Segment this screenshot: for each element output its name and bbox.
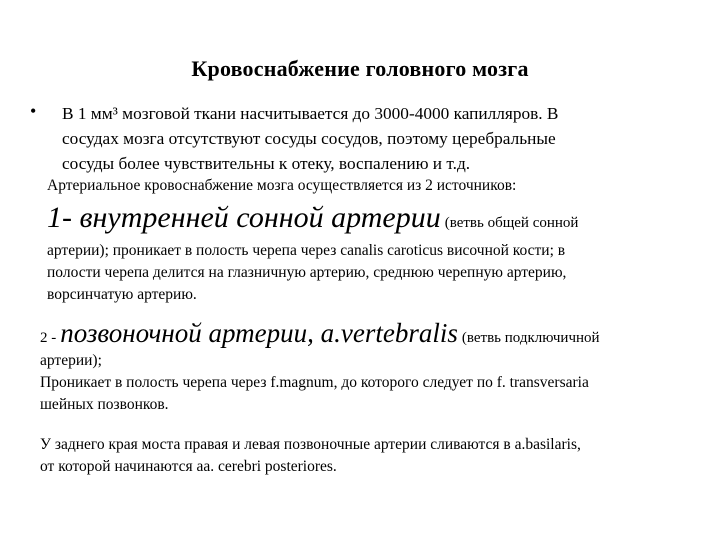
source2-note: (ветвь подключичной <box>461 330 600 346</box>
sources-intro: Артериальное кровоснабжение мозга осуществляется из 2 источников: <box>47 177 517 194</box>
source2-number: 2 - <box>40 330 57 346</box>
source1-line: артерии); проникает в полость черепа через canalis caroticus височной кости; в <box>47 242 566 259</box>
source2-heading: позвоночной артерии, a.vertebralis <box>60 318 458 348</box>
source1-heading: 1- внутренней сонной артерии <box>47 201 441 234</box>
source1-line: полости черепа делится на глазничную артерию, среднюю черепную артерию, <box>47 264 567 281</box>
source2-line: шейных позвонков. <box>40 396 169 413</box>
source2-line: артерии); <box>40 352 102 369</box>
source1-line: ворсинчатую артерию. <box>47 286 197 303</box>
bullet-line: сосудах мозга отсутствуют сосуды сосудов, поэтому церебральные <box>62 129 556 148</box>
page-title: Кровоснабжение головного мозга <box>191 56 529 81</box>
bullet-marker: • <box>30 101 37 121</box>
bullet-line: В 1 мм³ мозговой ткани насчитывается до 3000-4000 капилляров. В <box>62 104 559 123</box>
source2-heading-row <box>40 318 600 349</box>
basilar-line: от которой начинаются aa. cerebri posteriores. <box>40 458 337 475</box>
bullet-line: сосуды более чувствительны к отеку, воспалению и т.д. <box>62 154 471 173</box>
source2-body <box>40 350 710 416</box>
basilar-paragraph <box>40 434 710 478</box>
source1-note: (ветвь общей сонной <box>444 215 579 231</box>
source2-line: Проникает в полость черепа через f.magnum, до которого следует по f. transversaria <box>40 374 589 391</box>
source1-body <box>47 240 707 306</box>
bullet-text <box>62 101 702 176</box>
basilar-line: У заднего края моста правая и левая позвоночные артерии сливаются в a.basilaris, <box>40 436 581 453</box>
source1-heading-row <box>47 201 578 235</box>
